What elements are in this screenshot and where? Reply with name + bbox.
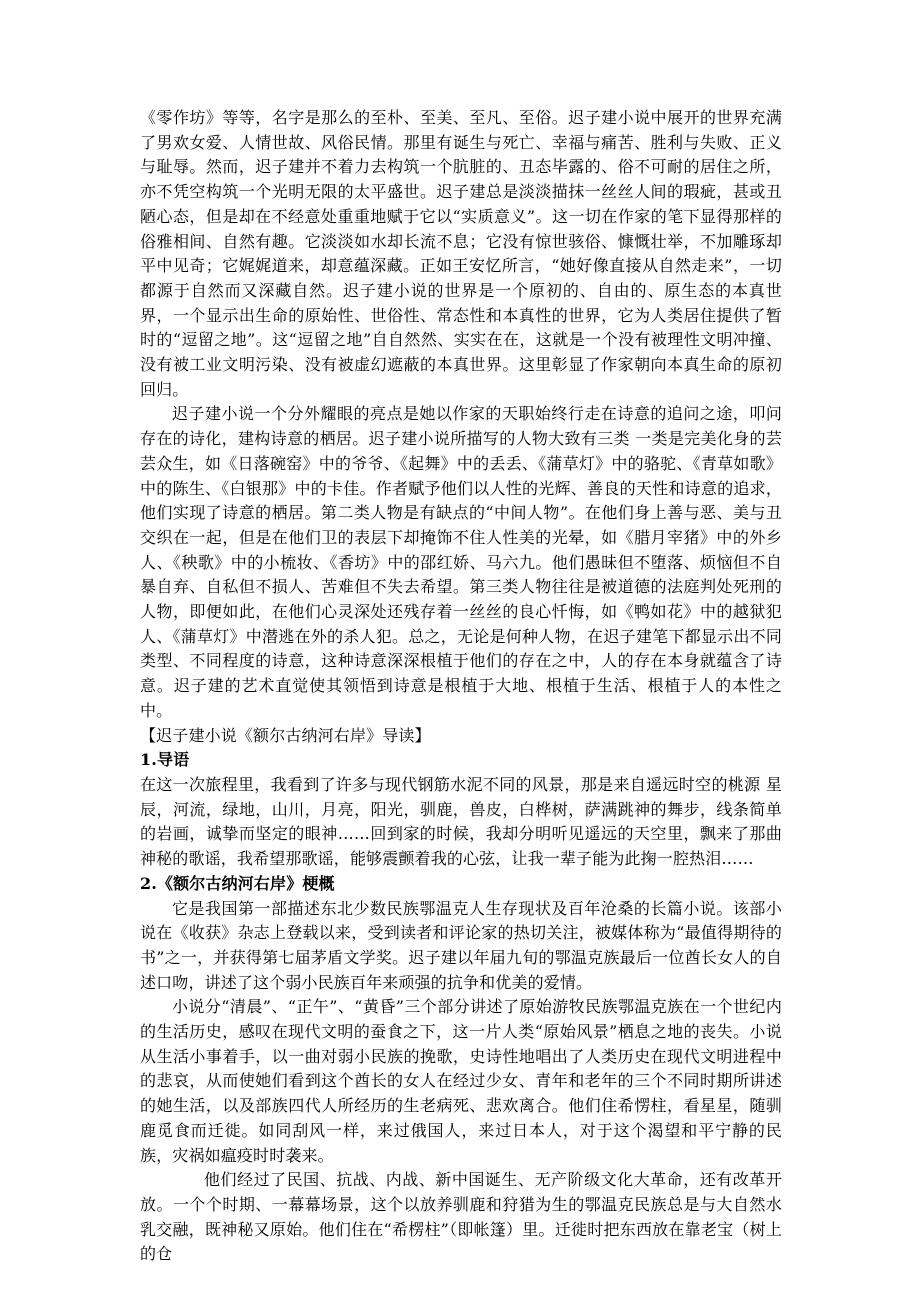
- document-page: [140, 106, 782, 1267]
- section-heading: 1.导语: [140, 750, 190, 770]
- body-paragraph: 他们经过了民国、抗战、内战、新中国诞生、无产阶级文化大革命，还有改革开放。一个个时期、一幕幕场景，这个以放养驯鹿和狩猎为生的鄂温克民族总是与大自然水乳交融，既神秘又原始。他们住在“希楞柱”（即帐篷）里。迁徙时把东西放在靠老宝（树上的仓: [140, 1170, 782, 1264]
- body-paragraph: 它是我国第一部描述东北少数民族鄂温克人生存现状及百年沧桑的长篇小说。该部小说在《收获》杂志上登载以来，受到读者和评论家的热切关注，被媒体称为“最值得期待的书”之一，并获得第七届茅盾文学奖。迟子建以年届九旬的鄂温克族最后一位酋长女人的自述口吻，讲述了这个弱小民族百年来顽强的抗争和优美的爱情。: [140, 898, 782, 992]
- body-paragraph: 在这一次旅程里，我看到了许多与现代钢筋水泥不同的风景，那是来自遥远时空的桃源 星辰，河流，绿地，山川，月亮，阳光，驯鹿，兽皮，白桦树，萨满跳神的舞步，线条简单的岩画，诚挚而坚定的眼神……回到家的时候，我却分明听见遥远的天空里，飘来了那曲神秘的歌谣，我希望那歌谣，能够震颤着我的心弦，让我一辈子能为此掬一腔热泪……: [140, 774, 782, 869]
- body-paragraph: 迟子建小说一个分外耀眼的亮点是她以作家的天职始终行走在诗意的追问之途，叩问存在的诗化，建构诗意的栖居。迟子建小说所描写的人物大致有三类 一类是完美化身的芸芸众生，如《日落碗窑》中的爷爷、《起舞》中的丢丢、《蒲草灯》中的骆驼、《青草如歌》中的陈生、《白银那》中的卡佳。作者赋予他们以人性的光辉、善良的天性和诗意的追求，他们实现了诗意的栖居。第二类人物是有缺点的“中间人物”。在他们身上善与恶、美与丑交织在一起，但是在他们卫的表层下却掩饰不住人性美的光晕，如《腊月宰猪》中的外乡人、《秧歌》中的小梳妆、《香坊》中的邵红娇、马六九。他们愚昧但不堕落、烦恼但不自暴自弃、自私但不损人、苦难但不失去希望。第三类人物往往是被道德的法庭判处死刑的人物，即便如此，在他们心灵深处还残存着一丝丝的良心忏悔，如《鸭如花》中的越狱犯人、《蒲草灯》中潜逃在外的杀人犯。总之，无论是何种人物，在迟子建笔下都显示出不同类型、不同程度的诗意，这种诗意深深根植于他们的存在之中，人的存在本身就蕴含了诗意。迟子建的艺术直觉使其领悟到诗意是根植于大地、根植于生活、根植于人的本性之中。: [140, 404, 782, 720]
- section-title: 【迟子建小说《额尔古纳河右岸》导读】: [140, 725, 431, 745]
- section-heading: 2.《额尔古纳河右岸》梗概: [140, 873, 335, 893]
- body-paragraph: 《零作坊》等等，名字是那么的至朴、至美、至凡、至俗。迟子建小说中展开的世界充满了男欢女爱、人情世故、风俗民情。那里有诞生与死亡、幸福与痛苦、胜利与失败、正义与耻辱。然而，迟子建并不着力去构筑一个肮脏的、丑态毕露的、俗不可耐的居住之所，亦不凭空构筑一个光明无限的太平盛世。迟子建总是淡淡描抹一丝丝人间的瑕疵，甚或丑陋心态，但是却在不经意处重重地赋于它以“实质意义”。这一切在作家的笔下显得那样的俗雅相间、自然有趣。它淡淡如水却长流不息；它没有惊世骇俗、慷慨壮举，不加雕琢却平中见奇；它娓娓道来，却意蕴深藏。正如王安忆所言，“她好像直接从自然走来”，一切都源于自然而又深藏自然。迟子建小说的世界是一个原初的、自由的、原生态的本真世界，一个显示出生命的原始性、世俗性、常态性和本真性的世界，它为人类居住提供了暂时的“逗留之地”。这“逗留之地”自自然然、实实在在，这就是一个没有被理性文明冲撞、没有被工业文明污染、没有被虚幻遮蔽的本真世界。这里彰显了作家朝向本真生命的原初回归。: [140, 108, 782, 399]
- body-paragraph: 小说分“清晨”、“正午”、“黄昏”三个部分讲述了原始游牧民族鄂温克族在一个世纪内的生活历史，感叹在现代文明的蚕食之下，这一片人类“原始风景”栖息之地的丧失。小说从生活小事着手，以一曲对弱小民族的挽歌，史诗性地唱出了人类历史在现代文明进程中的悲哀，从而使她们看到这个酋长的女人在经过少女、青年和老年的三个不同时期所讲述的她生活，以及部族四代人所经历的生老病死、悲欢离合。他们住希愣柱，看星星，随驯鹿觅食而迁徙。如同刮风一样，来过俄国人，来过日本人，对于这个渴望和平宁静的民族，灾祸如瘟疫时时袭来。: [140, 997, 782, 1165]
